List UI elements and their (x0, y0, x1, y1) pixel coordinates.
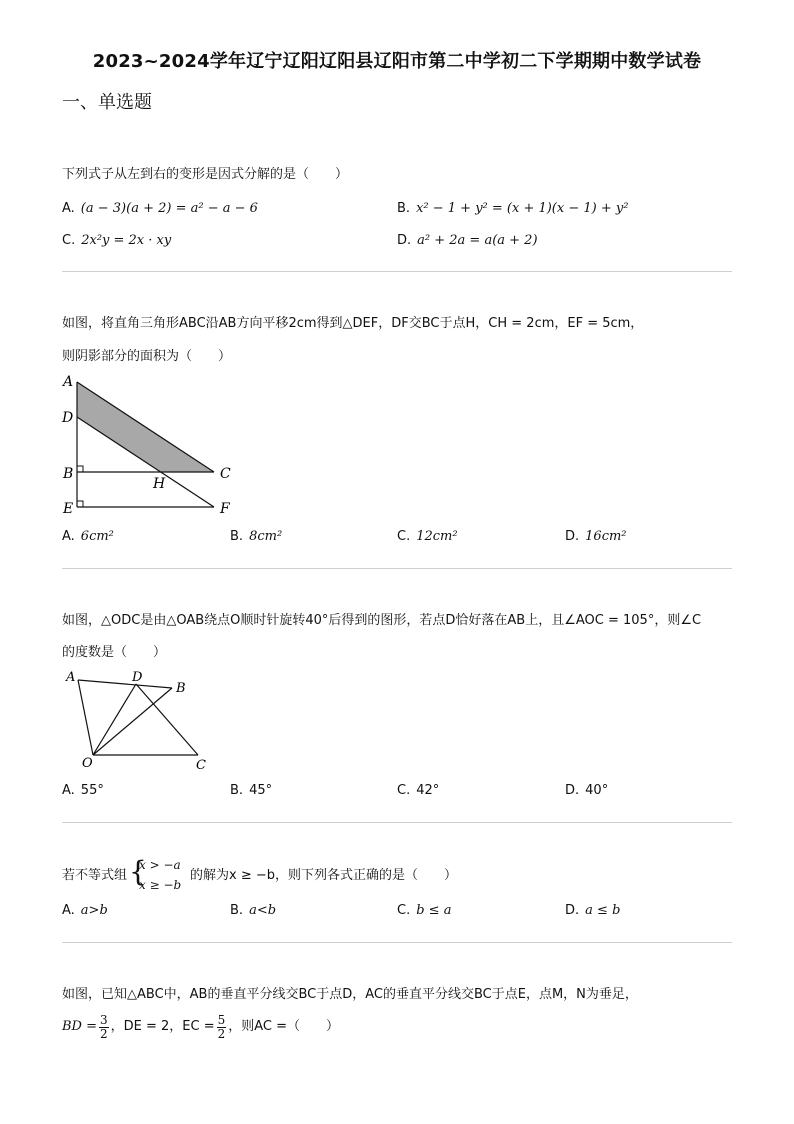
divider (62, 568, 732, 569)
exam-title: 2023~2024学年辽宁辽阳辽阳县辽阳市第二中学初二下学期期中数学试卷 (92, 51, 702, 72)
q1-stem: 下列式子从左到右的变形是因式分解的是（ ） (62, 167, 349, 182)
label-o: O (82, 756, 93, 771)
q4-option-b[interactable]: B. a<b (230, 903, 277, 918)
divider (62, 271, 732, 272)
q3-figure (62, 666, 222, 776)
label-f: F (220, 501, 230, 517)
q3-stem-line1: 如图，△ODC是由△OAB绕点O顺时针旋转40°后得到的图形，若点D恰好落在AB上，且∠AOC = 105°，则∠C (62, 613, 702, 628)
q2-option-a[interactable]: A. 6cm² (62, 529, 114, 544)
q3-option-c[interactable]: C. 42° (397, 783, 440, 798)
label-c: C (196, 758, 206, 773)
label-a: A (66, 670, 76, 685)
q4-suffix: 的解为x ≥ −b，则下列各式正确的是（ ） (190, 868, 457, 883)
label-a: A (63, 374, 74, 390)
q4-inequality-1: x > −a (139, 858, 181, 872)
label-c: C (220, 466, 231, 482)
q4-option-a[interactable]: A. a>b (62, 903, 108, 918)
label-h: H (153, 476, 166, 492)
q2-option-d[interactable]: D. 16cm² (565, 529, 627, 544)
q2-stem-line2: 则阴影部分的面积为（ ） (62, 349, 232, 364)
right-angle-mark (77, 466, 83, 472)
q1-option-d[interactable]: D. a² + 2a = a(a + 2) (397, 233, 538, 248)
q2-stem-line1: 如图，将直角三角形ABC沿AB方向平移2cm得到△DEF，DF交BC于点H，CH = 2cm，EF = 5cm， (62, 316, 644, 331)
right-angle-mark (77, 501, 83, 507)
label-d: D (62, 410, 74, 426)
q3-option-a[interactable]: A. 55° (62, 783, 104, 798)
q4-prefix: 若不等式组 (62, 868, 128, 883)
q1-option-b[interactable]: B. x² − 1 + y² = (x + 1)(x − 1) + y² (397, 201, 629, 216)
label-b: B (176, 681, 186, 696)
divider (62, 822, 732, 823)
q5-stem-line2: BD = $\frac{3}{2}$ ，DE = 2，EC = $\frac{5}{2}$ ，则AC =（ ） (62, 1012, 340, 1041)
q5-stem-line1: 如图，已知△ABC中，AB的垂直平分线交BC于点D，AC的垂直平分线交BC于点E，点M，N为垂足， (62, 987, 638, 1002)
q4-inequality-2: x ≥ −b (139, 878, 182, 892)
section-heading: 一、单选题 (62, 92, 152, 113)
system-brace: { (129, 855, 147, 888)
q2-option-b[interactable]: B. 8cm² (230, 529, 283, 544)
q3-option-d[interactable]: D. 40° (565, 783, 609, 798)
q3-option-b[interactable]: B. 45° (230, 783, 273, 798)
label-e: E (63, 501, 74, 517)
q2-option-c[interactable]: C. 12cm² (397, 529, 458, 544)
label-b: B (63, 466, 74, 482)
fraction-ec: $\frac{5}{2}$ (217, 1012, 226, 1041)
q4-option-d[interactable]: D. a ≤ b (565, 903, 621, 918)
q2-figure (56, 370, 246, 520)
q3-stem-line2: 的度数是（ ） (62, 645, 167, 660)
q4-option-c[interactable]: C. b ≤ a (397, 903, 452, 918)
fraction-bd: $\frac{3}{2}$ (100, 1012, 108, 1041)
divider (62, 942, 732, 943)
q1-option-c[interactable]: C. 2x²y = 2x · xy (62, 233, 172, 248)
label-d: D (132, 670, 143, 685)
q1-option-a[interactable]: A. (a − 3)(a + 2) = a² − a − 6 (62, 201, 258, 216)
